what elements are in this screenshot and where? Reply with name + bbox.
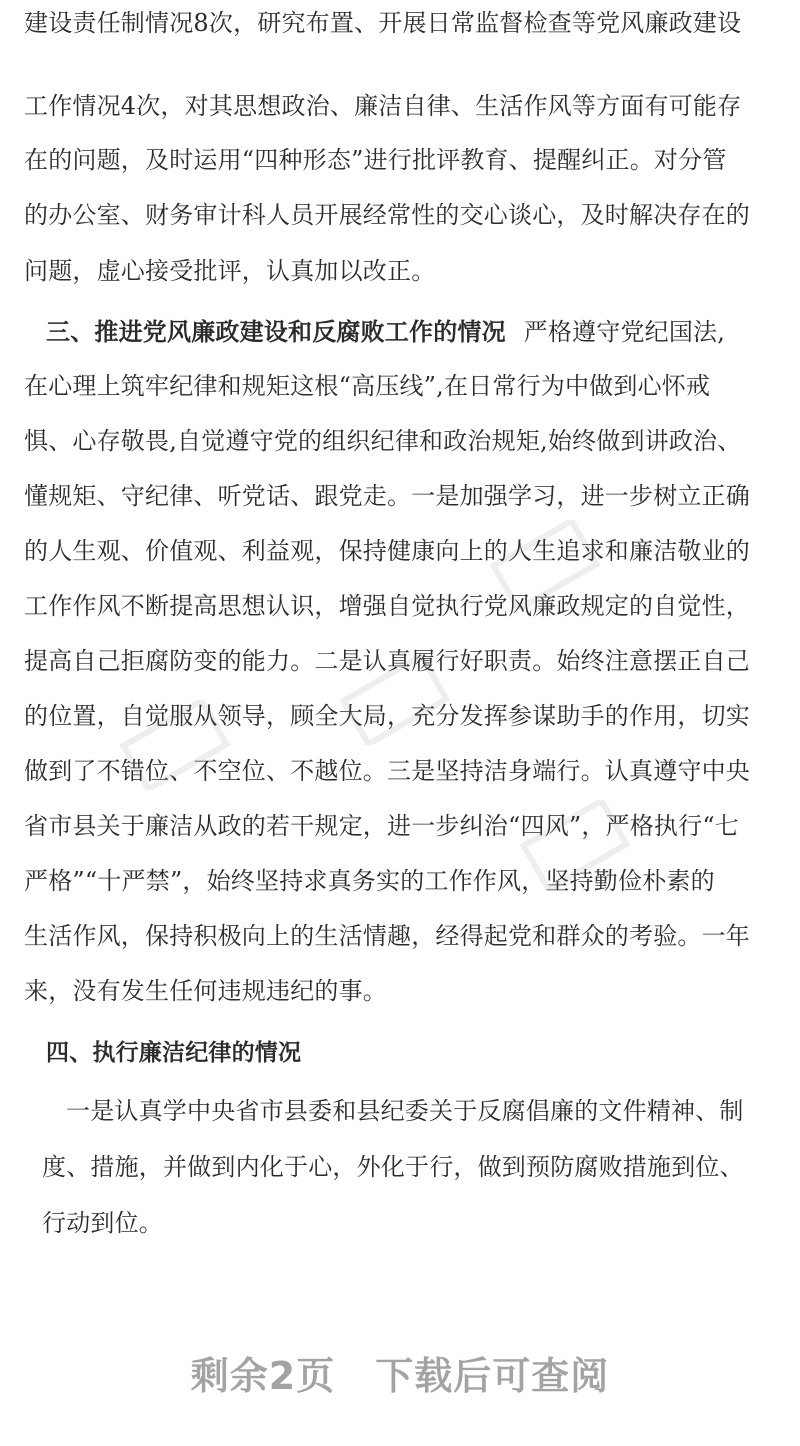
section3-paragraph-start — [46, 317, 725, 347]
text-line: 度、措施，并做到内化于心，外化于行，做到预防腐败措施到位、 — [42, 1153, 744, 1181]
text-line: 省市县关于廉洁从政的若干规定，进一步纠治“四风”，严格执行“七 — [24, 812, 740, 840]
section3-lead-text: 严格遵守党纪国法, — [523, 318, 726, 346]
text-line: 懂规矩、守纪律、听党话、跟党走。一是加强学习，进一步树立正确 — [24, 482, 750, 510]
text-line: 在心理上筑牢纪律和规矩这根“高压线”,在日常行为中做到心怀戒 — [24, 372, 711, 400]
text-line: 的办公室、财务审计科人员开展经常性的交心谈心，及时解决存在的 — [24, 201, 750, 229]
text-line: 工作情况4次，对其思想政治、廉洁自律、生活作风等方面有可能存 — [24, 92, 742, 120]
text-line: 的位置，自觉服从领导，顾全大局，充分发挥参谋助手的作用，切实 — [24, 702, 750, 730]
text-line: 一是认真学中央省市县委和县纪委关于反腐倡廉的文件精神、制 — [66, 1097, 744, 1125]
text-line: 问题，虚心接受批评，认真加以改正。 — [24, 257, 436, 285]
text-line: 严格”“十严禁”，始终坚持求真务实的工作作风，坚持勤俭朴素的 — [24, 867, 715, 895]
download-prompt[interactable] — [0, 1345, 800, 1400]
text-line: 惧、心存敬畏,自觉遵守党的组织纪律和政治规矩,始终做到讲政治、 — [24, 427, 742, 455]
section3-heading: 三、推进党风廉政建设和反腐败工作的情况 — [46, 318, 506, 346]
text-line: 行动到位。 — [42, 1209, 163, 1237]
remaining-pages-label: 剩余2页 — [190, 1354, 336, 1398]
text-line: 生活作风，保持积极向上的生活情趣，经得起党和群众的考验。一年 — [24, 922, 750, 950]
text-line: 做到了不错位、不空位、不越位。三是坚持洁身端行。认真遵守中央 — [24, 757, 750, 785]
section4-heading: 四、执行廉洁纪律的情况 — [46, 1040, 302, 1066]
text-line: 在的问题，及时运用“四种形态”进行批评教育、提醒纠正。对分管 — [24, 146, 727, 174]
download-to-view-label: 下载后可查阅 — [375, 1354, 610, 1398]
text-line: 的人生观、价值观、利益观，保持健康向上的人生追求和廉洁敬业的 — [24, 537, 750, 565]
text-line: 提高自己拒腐防变的能力。二是认真履行好职责。始终注意摆正自己 — [24, 647, 750, 675]
text-line: 工作作风不断提高思想认识，增强自觉执行党风廉政规定的自觉性， — [24, 592, 750, 620]
text-line: 来，没有发生任何违规违纪的事。 — [24, 977, 387, 1005]
text-line: 建设责任制情况8次，研究布置、开展日常监督检查等党风廉政建设 — [24, 9, 742, 37]
